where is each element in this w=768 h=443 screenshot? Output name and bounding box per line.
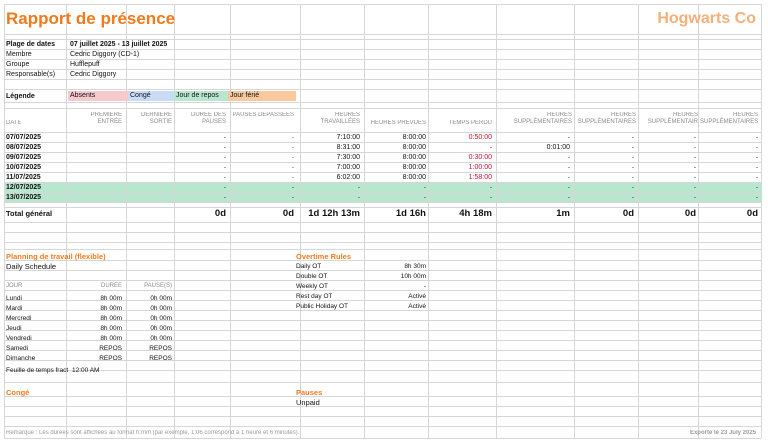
grid-line [4, 382, 761, 383]
grid-line [4, 260, 761, 261]
row-cell: - [755, 174, 758, 181]
col-header-date: DATE [6, 120, 22, 126]
row-cell: - [291, 144, 294, 151]
col-header-last-exit: DERNIÈRE SORTIE [140, 112, 172, 125]
info-value-date-range: 07 juillet 2025 - 13 juillet 2025 [70, 41, 168, 48]
row-cell: - [489, 144, 492, 151]
col-header-overtime-4: HEURES SUPPLÉMENTAIRES [700, 112, 758, 125]
overtime-rule-name: Double OT [296, 273, 328, 280]
schedule-breaks: REPOS [149, 355, 172, 362]
row-cell: - [631, 194, 634, 201]
schedule-breaks: REPOS [149, 345, 172, 352]
schedule-day: Vendredi [6, 335, 32, 342]
total-cell [126, 208, 170, 220]
col-header-overtime-2: HEURES SUPPLÉMENTAIRES [577, 112, 636, 125]
grid-line [4, 222, 761, 223]
row-date: 13/07/2025 [6, 194, 42, 201]
legend-rest-day: Jour de repos [174, 91, 228, 101]
row-cell: 8:00:00 [402, 174, 426, 181]
col-header-first-entry: PREMIÈRE ENTRÉE [90, 112, 122, 125]
total-cell: 0d [282, 208, 294, 219]
col-header-overtime-3: HEURES SUPPLÉMENTAIR [647, 112, 698, 125]
row-cell: - [693, 134, 696, 141]
row-cell: - [291, 154, 294, 161]
report-sheet [4, 4, 761, 438]
schedule-duration: 8h 00m [100, 305, 122, 312]
row-date: 11/07/2025 [6, 174, 41, 181]
grid-line [4, 406, 761, 407]
schedule-day: Mardi [6, 305, 23, 312]
schedule-subtitle: Daily Schedule [6, 262, 57, 271]
grid-line [4, 34, 761, 35]
row-cell: - [291, 184, 294, 191]
row-date: 09/07/2025 [6, 154, 42, 161]
info-value-manager: Cedric Diggory [70, 71, 117, 78]
row-cell: - [357, 194, 360, 201]
row-date: 12/07/2025 [6, 184, 42, 191]
overtime-rule-name: Daily OT [296, 263, 322, 270]
footer-note: Remarque : Les durées sont affichées au format h:mm (par exemple, 1:06 correspond à 1 heure et 6 minutes). [6, 430, 300, 436]
schedule-title: Planning de travail (flexible) [6, 252, 106, 261]
row-cell: - [631, 144, 634, 151]
row-cell: - [291, 164, 294, 171]
row-cell: 1:00:00 [468, 164, 492, 171]
row-cell: - [755, 154, 758, 161]
row-cell: 7:10:00 [336, 134, 360, 141]
row-cell: - [489, 184, 492, 191]
schedule-breaks: 0h 00m [150, 315, 172, 322]
row-cell: - [693, 184, 696, 191]
total-cell: 0d [622, 208, 634, 219]
schedule-header-day: JOUR [6, 283, 23, 289]
info-value-group: Hufflepuff [70, 61, 100, 68]
row-cell: - [693, 164, 696, 171]
row-date: 08/07/2025 [6, 144, 42, 151]
schedule-duration: 8h 00m [100, 325, 122, 332]
grid-line [4, 426, 761, 427]
schedule-header-breaks: PAUSE(S) [144, 283, 172, 289]
col-header-break-duration: DURÉE DES PAUSES [190, 112, 226, 125]
schedule-duration: 8h 00m [100, 315, 122, 322]
schedule-duration: 8h 00m [100, 295, 122, 302]
col-header-breaks-exceeded: PAUSES DÉPASSÉES [232, 112, 294, 118]
schedule-day: Jeudi [6, 325, 22, 332]
schedule-duration: REPOS [99, 345, 122, 352]
grid-line [4, 79, 761, 80]
row-cell: - [223, 134, 226, 141]
grid-line [4, 102, 761, 103]
row-cell: 8:00:00 [402, 164, 426, 171]
grid-line [4, 396, 761, 397]
schedule-day: Samedi [6, 345, 29, 352]
overtime-rule-name: Rest day OT [296, 293, 333, 300]
legend-public-holiday: Jour férié [228, 91, 296, 101]
pauses-section-title: Pauses [296, 388, 323, 397]
row-cell: - [693, 144, 696, 151]
schedule-breaks: 0h 00m [150, 305, 172, 312]
total-cell: 0d [214, 208, 226, 219]
overtime-rule-value: Activé [408, 293, 426, 300]
schedule-duration: REPOS [99, 355, 122, 362]
grid-line [4, 370, 761, 371]
row-cell: - [489, 194, 492, 201]
row-cell: - [567, 154, 570, 161]
row-cell: - [223, 184, 226, 191]
grid-line [4, 59, 761, 60]
info-label-member: Membre [6, 51, 32, 58]
row-cell: 1:58:00 [468, 174, 492, 181]
row-cell: - [755, 184, 758, 191]
total-cell: 1d 12h 13m [308, 208, 360, 219]
row-cell: - [755, 194, 758, 201]
row-cell: - [223, 194, 226, 201]
legend-label: Légende [6, 93, 35, 100]
schedule-duration: 8h 00m [100, 335, 122, 342]
row-cell: - [567, 184, 570, 191]
row-cell: 7:00:00 [336, 164, 360, 171]
row-cell: - [223, 144, 226, 151]
row-cell: - [357, 184, 360, 191]
row-cell: - [693, 174, 696, 181]
total-cell: 1m [556, 208, 570, 219]
row-cell: - [567, 134, 570, 141]
col-header-lost-time: TEMPS PERDU [448, 120, 492, 126]
overtime-rule-value: 10h 00m [400, 273, 426, 280]
col-header-overtime-1: HEURES SUPPLÉMENTAIRES [513, 112, 572, 125]
row-cell: - [567, 194, 570, 201]
row-cell: - [223, 174, 226, 181]
legend-absent: Absents [68, 91, 128, 101]
overtime-rule-value: Activé [408, 303, 426, 310]
grid-line [761, 4, 762, 438]
leave-section-title: Congé [6, 388, 30, 397]
grid-line [4, 438, 761, 439]
total-cell: 1d 16h [395, 208, 426, 219]
grid-line [4, 242, 761, 243]
row-cell: - [755, 164, 758, 171]
overtime-rule-value: 8h 30m [404, 263, 426, 270]
row-cell: 0:50:00 [468, 134, 492, 141]
row-cell: 8:00:00 [402, 134, 426, 141]
row-cell: - [631, 134, 634, 141]
row-cell: - [423, 184, 426, 191]
row-cell: - [693, 194, 696, 201]
row-date: 10/07/2025 [6, 164, 42, 171]
row-cell: - [755, 134, 758, 141]
info-label-date-range: Plage de dates [6, 41, 56, 48]
row-cell: - [291, 134, 294, 141]
pauses-value: Unpaid [296, 398, 320, 407]
row-cell: - [567, 174, 570, 181]
grid-line [4, 202, 761, 203]
grid-line [4, 89, 761, 90]
row-cell: - [291, 174, 294, 181]
info-value-member: Cedric Diggory (CD-1) [70, 51, 140, 58]
row-cell: - [223, 164, 226, 171]
info-label-manager: Responsable(s) [6, 71, 56, 78]
total-cell [66, 208, 122, 220]
export-date: Exporté le 23 July 2025 [689, 430, 756, 436]
overtime-rule-name: Public Holiday OT [296, 303, 349, 310]
row-cell: - [291, 194, 294, 201]
grid-line [4, 249, 761, 250]
info-label-group: Groupe [6, 61, 30, 68]
total-label: Total général [6, 209, 53, 218]
grid-line [4, 416, 761, 417]
col-header-planned-hours: HEURES PRÉVUES [370, 120, 426, 126]
row-cell: 0:01:00 [546, 144, 570, 151]
overtime-rule-name: Weekly OT [296, 283, 329, 290]
schedule-day: Lundi [6, 295, 22, 302]
grid-line [4, 69, 761, 70]
row-cell: 8:31:00 [336, 144, 360, 151]
total-cell: 0d [746, 208, 758, 219]
col-header-hours-worked: HEURES TRAVAILLÉES [320, 112, 360, 125]
row-cell: - [567, 164, 570, 171]
row-cell: 7:30:00 [336, 154, 360, 161]
timesheet-label: Feuille de temps fract [6, 367, 68, 374]
row-cell: - [223, 154, 226, 161]
brand-logo-text: Hogwarts Co [657, 10, 756, 27]
row-cell: 8:00:00 [402, 154, 426, 161]
row-cell: 0:30:00 [468, 154, 492, 161]
legend-leave: Congé [128, 91, 174, 101]
schedule-breaks: 0h 00m [150, 295, 172, 302]
schedule-day: Dimanche [6, 355, 36, 362]
schedule-breaks: 0h 00m [150, 335, 172, 342]
schedule-header-duration: DURÉE [100, 283, 122, 289]
grid-line [4, 108, 761, 109]
row-cell: - [693, 154, 696, 161]
row-date: 07/07/2025 [6, 134, 42, 141]
row-cell: - [755, 144, 758, 151]
row-cell: - [631, 154, 634, 161]
overtime-rules-title: Overtime Rules [296, 252, 352, 261]
schedule-breaks: 0h 00m [150, 325, 172, 332]
report-title: Rapport de présence [6, 9, 176, 28]
row-cell: - [631, 184, 634, 191]
row-cell: 6:02:00 [336, 174, 360, 181]
timesheet-value: 12:00 AM [72, 367, 100, 374]
row-cell: - [631, 164, 634, 171]
row-cell: - [423, 194, 426, 201]
row-cell: 8:00:00 [402, 144, 426, 151]
grid-line [4, 232, 761, 233]
grid-line [4, 4, 761, 5]
total-cell: 4h 18m [459, 208, 492, 219]
schedule-day: Mercredi [6, 315, 32, 322]
total-cell: 0d [684, 208, 696, 219]
row-cell: - [631, 174, 634, 181]
overtime-rule-value: - [423, 283, 426, 290]
